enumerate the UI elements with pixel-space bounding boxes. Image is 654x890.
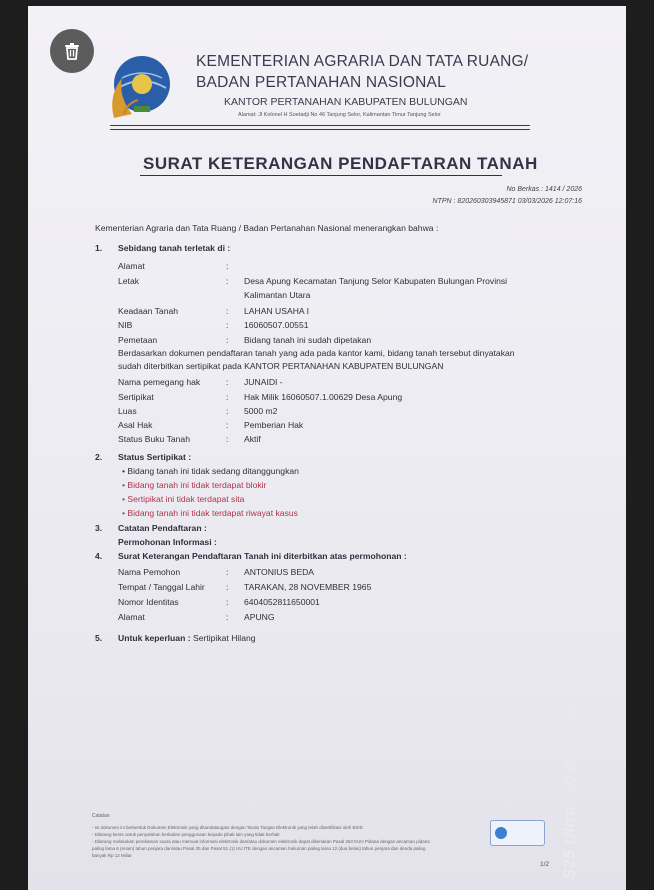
- colon: :: [226, 420, 229, 430]
- header-rule-thin: [110, 129, 530, 130]
- bsre-icon: [495, 827, 507, 839]
- pemetaan-label: Pemetaan: [118, 335, 158, 345]
- status-bullet: • Sertipikat ini tidak terdapat sita: [122, 494, 245, 504]
- page-number: 1/2: [540, 861, 550, 868]
- section-5-value: Sertipikat Hilang: [190, 633, 256, 643]
- bpn-logo: [100, 48, 178, 126]
- identitas-label: Nomor Identitas: [118, 597, 179, 607]
- colon: :: [226, 276, 229, 286]
- device-name: S25 Ultra: [560, 806, 579, 880]
- colon: :: [226, 377, 229, 387]
- colon: :: [226, 582, 229, 592]
- asal-hak-value: Pemberian Hak: [244, 420, 304, 430]
- camera-stamp: [560, 655, 580, 880]
- no-berkas: No Berkas : 1414 / 2026: [506, 186, 582, 193]
- section-1-title: Sebidang tanah terletak di :: [118, 243, 231, 253]
- identitas-value: 6404052811650001: [244, 597, 320, 607]
- colon: :: [226, 392, 229, 402]
- ntpn: NTPN : 820260303945871 03/03/2026 12:07:16: [432, 198, 582, 205]
- sertipikat-value: Hak Milik 16060507.1.00629 Desa Apung: [244, 392, 403, 402]
- status-value: Aktif: [244, 434, 261, 444]
- ttl-value: TARAKAN, 28 NOVEMBER 1965: [244, 582, 372, 592]
- section-number: 2.: [95, 452, 103, 462]
- luas-value: 5000 m2: [244, 406, 278, 416]
- letak-value-2: Kalimantan Utara: [244, 290, 311, 300]
- header-address: Alamat: Jl Kolonel H Soetadji No 46 Tanjung Selor, Kalimantan Timur Tanjung Selor: [238, 112, 441, 118]
- section-number: 4.: [95, 551, 103, 561]
- paragraph-line-1: Berdasarkan dokumen pendaftaran tanah yang ada pada kantor kami, bidang tanah tersebut dinyatakan: [118, 348, 515, 358]
- intro-text: Kementerian Agraria dan Tata Ruang / Badan Pertanahan Nasional menerangkan bahwa :: [95, 223, 439, 233]
- pemohon-alamat-value: APUNG: [244, 612, 275, 622]
- capture-datetime: 2026/03/11 12:06: [560, 655, 579, 795]
- pemegang-value: JUNAIDI -: [244, 377, 283, 387]
- letak-label: Letak: [118, 276, 140, 286]
- alamat-label: Alamat: [118, 261, 145, 271]
- pemetaan-value: Bidang tanah ini sudah dipetakan: [244, 335, 372, 345]
- colon: :: [226, 434, 229, 444]
- footer-note: - Isi dokumen ini berbentuk Dokumen Elektronik yang ditandatangani dengan Tanda Tangan Elektronik yang telah disertifikasi oleh BSrE: [92, 825, 364, 830]
- status-bullet: • Bidang tanah ini tidak sedang ditanggungkan: [122, 466, 299, 476]
- nib-value: 16060507.00551: [244, 320, 309, 330]
- pemohon-value: ANTONIUS BEDA: [244, 567, 315, 577]
- section-3-title: Catatan Pendaftaran :: [118, 523, 207, 533]
- colon: :: [226, 597, 229, 607]
- sertipikat-label: Sertipikat: [118, 392, 154, 402]
- section-3-subtitle: Permohonan Informasi :: [118, 537, 217, 547]
- asal-hak-label: Asal Hak: [118, 420, 153, 430]
- delete-button[interactable]: [50, 29, 94, 73]
- ttl-label: Tempat / Tanggal Lahir: [118, 582, 205, 592]
- header-rule: [110, 125, 530, 126]
- colon: :: [226, 306, 229, 316]
- pemohon-label: Nama Pemohon: [118, 567, 181, 577]
- paragraph-line-2: sudah diterbitkan sertipikat pada KANTOR PERTANAHAN KABUPATEN BULUNGAN: [118, 361, 444, 371]
- footer-note: - Dilarang keras untuk penyalahan berkaitan penggunaan kepada pihak lain yang tidak berhak: [92, 832, 280, 837]
- colon: :: [226, 406, 229, 416]
- title-underline: [140, 175, 502, 176]
- letak-value-1: Desa Apung Kecamatan Tanjung Selor Kabupaten Bulungan Provinsi: [244, 276, 508, 286]
- section-number: 1.: [95, 243, 103, 253]
- section-2-title: Status Sertipikat :: [118, 452, 192, 462]
- colon: :: [226, 261, 229, 271]
- keadaan-value: LAHAN USAHA I: [244, 306, 309, 316]
- document-title: SURAT KETERANGAN PENDAFTARAN TANAH: [143, 154, 538, 173]
- footer-note: - Dilarang melakukan perekaman suara atau memuat informasi elektronik dan/atau dokumen elektronik dapat dikenakan Pasal 263 KUH Pidana dengan ancaman pidana: [92, 839, 430, 844]
- section-4-title: Surat Keterangan Pendaftaran Tanah ini diterbitkan atas permohonan :: [118, 551, 407, 561]
- colon: :: [226, 335, 229, 345]
- luas-label: Luas: [118, 406, 137, 416]
- nib-label: NIB: [118, 320, 133, 330]
- colon: :: [226, 320, 229, 330]
- document-page: [28, 6, 626, 890]
- section-5-title: Untuk keperluan :: [118, 633, 191, 643]
- footer-note: paling lama 6 (enam) tahun penjara dan/atau Pasal 35 dan Pasal 51 (1) UU ITE dengan ancaman hukuman paling lama 12 (dua belas) tahun penjara dan denda paling: [92, 846, 426, 851]
- header-ministry: KEMENTERIAN AGRARIA DAN TATA RUANG/: [196, 53, 529, 70]
- footer-heading: Catatan: [92, 813, 110, 819]
- status-label: Status Buku Tanah: [118, 434, 190, 444]
- colon: :: [226, 612, 229, 622]
- status-bullet: • Bidang tanah ini tidak terdapat riwayat kasus: [122, 508, 298, 518]
- colon: :: [226, 567, 229, 577]
- keadaan-label: Keadaan Tanah: [118, 306, 179, 316]
- header-agency: BADAN PERTANAHAN NASIONAL: [196, 74, 446, 91]
- pemegang-label: Nama pemegang hak: [118, 377, 201, 387]
- section-number: 5.: [95, 633, 103, 643]
- section-5: [118, 633, 256, 643]
- trash-icon: [62, 41, 82, 61]
- pemohon-alamat-label: Alamat: [118, 612, 145, 622]
- status-bullet: • Bidang tanah ini tidak terdapat blokir: [122, 480, 267, 490]
- bsre-logo: [490, 820, 545, 846]
- footer-note: banyak Rp 12 Miliar: [92, 853, 132, 858]
- header-office: KANTOR PERTANAHAN KABUPATEN BULUNGAN: [224, 96, 468, 108]
- section-number: 3.: [95, 523, 103, 533]
